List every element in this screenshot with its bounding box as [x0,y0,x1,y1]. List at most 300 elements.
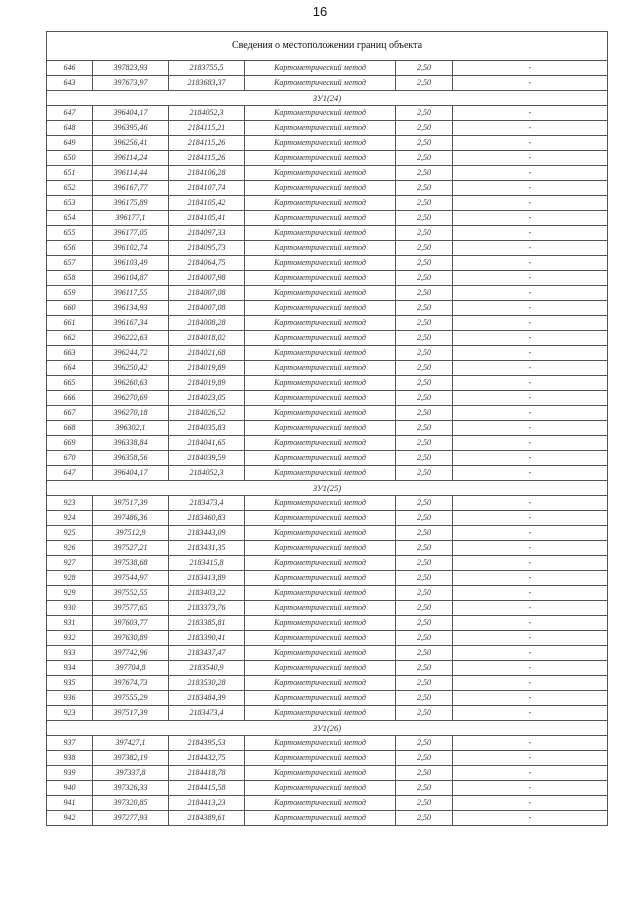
coord-x-cell: 397538,68 [93,556,169,571]
coord-y-cell: 2183755,5 [169,61,245,76]
description-cell: - [453,541,608,556]
table-row [47,196,608,211]
coord-y-cell: 2183390,41 [169,631,245,646]
method-cell: Картометрический метод [245,631,396,646]
accuracy-cell: 2,50 [396,331,453,346]
table-row [47,451,608,466]
description-cell: - [453,526,608,541]
coord-x-cell: 396177,05 [93,226,169,241]
accuracy-cell: 2,50 [396,586,453,601]
coord-y-cell: 2183473,4 [169,496,245,511]
point-number-cell: 923 [47,496,93,511]
coord-y-cell: 2184115,26 [169,136,245,151]
coord-y-cell: 2183540,9 [169,661,245,676]
description-cell: - [453,646,608,661]
description-cell: - [453,571,608,586]
section-header-row [47,481,608,496]
description-cell: - [453,181,608,196]
accuracy-cell: 2,50 [396,781,453,796]
description-cell: - [453,616,608,631]
method-cell: Картометрический метод [245,121,396,136]
table-row [47,436,608,451]
table-row [47,166,608,181]
coord-x-cell: 396114,44 [93,166,169,181]
accuracy-cell: 2,50 [396,361,453,376]
coord-x-cell: 397673,97 [93,76,169,91]
method-cell: Картометрический метод [245,286,396,301]
accuracy-cell: 2,50 [396,661,453,676]
accuracy-cell: 2,50 [396,376,453,391]
point-number-cell: 939 [47,766,93,781]
table-row [47,391,608,406]
method-cell: Картометрический метод [245,556,396,571]
coord-y-cell: 2184107,74 [169,181,245,196]
table-row [47,226,608,241]
method-cell: Картометрический метод [245,166,396,181]
method-cell: Картометрический метод [245,271,396,286]
description-cell: - [453,496,608,511]
point-number-cell: 660 [47,301,93,316]
description-cell: - [453,166,608,181]
accuracy-cell: 2,50 [396,76,453,91]
accuracy-cell: 2,50 [396,211,453,226]
coord-y-cell: 2184019,89 [169,376,245,391]
coord-x-cell: 396244,72 [93,346,169,361]
point-number-cell: 653 [47,196,93,211]
description-cell: - [453,631,608,646]
description-cell: - [453,511,608,526]
method-cell: Картометрический метод [245,691,396,706]
table-row [47,751,608,766]
table-row [47,586,608,601]
point-number-cell: 668 [47,421,93,436]
method-cell: Картометрический метод [245,331,396,346]
accuracy-cell: 2,50 [396,526,453,541]
accuracy-cell: 2,50 [396,676,453,691]
coord-y-cell: 2184021,68 [169,346,245,361]
coord-x-cell: 397704,8 [93,661,169,676]
coord-y-cell: 2184415,58 [169,781,245,796]
coord-x-cell: 396103,49 [93,256,169,271]
method-cell: Картометрический метод [245,586,396,601]
description-cell: - [453,766,608,781]
accuracy-cell: 2,50 [396,541,453,556]
accuracy-cell: 2,50 [396,166,453,181]
coord-y-cell: 2183431,35 [169,541,245,556]
coord-y-cell: 2183484,39 [169,691,245,706]
method-cell: Картометрический метод [245,301,396,316]
table-row [47,571,608,586]
accuracy-cell: 2,50 [396,226,453,241]
coord-y-cell: 2183385,81 [169,616,245,631]
method-cell: Картометрический метод [245,796,396,811]
coord-y-cell: 2184105,42 [169,196,245,211]
description-cell: - [453,301,608,316]
point-number-cell: 938 [47,751,93,766]
table-row [47,766,608,781]
coord-y-cell: 2184106,28 [169,166,245,181]
accuracy-cell: 2,50 [396,316,453,331]
accuracy-cell: 2,50 [396,106,453,121]
point-number-cell: 658 [47,271,93,286]
point-number-cell: 651 [47,166,93,181]
accuracy-cell: 2,50 [396,811,453,826]
method-cell: Картометрический метод [245,751,396,766]
description-cell: - [453,61,608,76]
description-cell: - [453,196,608,211]
point-number-cell: 662 [47,331,93,346]
method-cell: Картометрический метод [245,496,396,511]
point-number-cell: 666 [47,391,93,406]
method-cell: Картометрический метод [245,811,396,826]
table-row [47,136,608,151]
description-cell: - [453,781,608,796]
table-row [47,706,608,721]
point-number-cell: 652 [47,181,93,196]
coord-x-cell: 396177,1 [93,211,169,226]
point-number-cell: 656 [47,241,93,256]
description-cell: - [453,346,608,361]
accuracy-cell: 2,50 [396,346,453,361]
table-row [47,556,608,571]
method-cell: Картометрический метод [245,226,396,241]
point-number-cell: 936 [47,691,93,706]
accuracy-cell: 2,50 [396,286,453,301]
method-cell: Картометрический метод [245,616,396,631]
accuracy-cell: 2,50 [396,181,453,196]
description-cell: - [453,256,608,271]
table-row [47,421,608,436]
description-cell: - [453,436,608,451]
description-cell: - [453,136,608,151]
table-row [47,526,608,541]
coord-y-cell: 2184008,28 [169,316,245,331]
coord-x-cell: 397603,77 [93,616,169,631]
point-number-cell: 931 [47,616,93,631]
accuracy-cell: 2,50 [396,631,453,646]
description-cell: - [453,811,608,826]
coord-x-cell: 396404,17 [93,106,169,121]
accuracy-cell: 2,50 [396,151,453,166]
coord-x-cell: 397277,93 [93,811,169,826]
description-cell: - [453,151,608,166]
accuracy-cell: 2,50 [396,616,453,631]
description-cell: - [453,406,608,421]
accuracy-cell: 2,50 [396,121,453,136]
table-row [47,601,608,616]
coord-x-cell: 397382,19 [93,751,169,766]
coord-x-cell: 397552,55 [93,586,169,601]
table-row [47,511,608,526]
description-cell: - [453,286,608,301]
accuracy-cell: 2,50 [396,406,453,421]
table-row [47,616,608,631]
description-cell: - [453,76,608,91]
method-cell: Картометрический метод [245,241,396,256]
point-number-cell: 664 [47,361,93,376]
point-number-cell: 657 [47,256,93,271]
description-cell: - [453,226,608,241]
coord-x-cell: 396358,56 [93,451,169,466]
point-number-cell: 647 [47,466,93,481]
coord-x-cell: 396404,17 [93,466,169,481]
accuracy-cell: 2,50 [396,421,453,436]
table-title-row [47,32,608,61]
point-number-cell: 937 [47,736,93,751]
coord-y-cell: 2183403,22 [169,586,245,601]
description-cell: - [453,331,608,346]
accuracy-cell: 2,50 [396,691,453,706]
method-cell: Картометрический метод [245,361,396,376]
accuracy-cell: 2,50 [396,796,453,811]
accuracy-cell: 2,50 [396,751,453,766]
coord-y-cell: 2184041,65 [169,436,245,451]
accuracy-cell: 2,50 [396,271,453,286]
method-cell: Картометрический метод [245,376,396,391]
table-row [47,301,608,316]
method-cell: Картометрический метод [245,781,396,796]
coord-x-cell: 397517,39 [93,706,169,721]
method-cell: Картометрический метод [245,346,396,361]
point-number-cell: 925 [47,526,93,541]
coord-x-cell: 397544,97 [93,571,169,586]
point-number-cell: 926 [47,541,93,556]
coord-y-cell: 2184023,05 [169,391,245,406]
description-cell: - [453,376,608,391]
boundary-coordinates-table [46,31,608,826]
section-label: ЗУ1(26) [47,721,608,736]
coord-y-cell: 2184052,3 [169,106,245,121]
description-cell: - [453,676,608,691]
coord-y-cell: 2183413,89 [169,571,245,586]
coord-x-cell: 396270,18 [93,406,169,421]
coord-y-cell: 2184395,53 [169,736,245,751]
table-row [47,346,608,361]
coord-x-cell: 396256,41 [93,136,169,151]
point-number-cell: 661 [47,316,93,331]
section-header-row [47,91,608,106]
description-cell: - [453,751,608,766]
method-cell: Картометрический метод [245,451,396,466]
coord-y-cell: 2184418,78 [169,766,245,781]
point-number-cell: 650 [47,151,93,166]
accuracy-cell: 2,50 [396,451,453,466]
method-cell: Картометрический метод [245,526,396,541]
coord-x-cell: 396114,24 [93,151,169,166]
coord-x-cell: 397674,73 [93,676,169,691]
accuracy-cell: 2,50 [396,466,453,481]
table-row [47,61,608,76]
coord-y-cell: 2183473,4 [169,706,245,721]
accuracy-cell: 2,50 [396,646,453,661]
table-row [47,781,608,796]
accuracy-cell: 2,50 [396,241,453,256]
point-number-cell: 930 [47,601,93,616]
coord-y-cell: 2184432,75 [169,751,245,766]
accuracy-cell: 2,50 [396,766,453,781]
table-row [47,181,608,196]
method-cell: Картометрический метод [245,436,396,451]
method-cell: Картометрический метод [245,571,396,586]
coord-y-cell: 2183373,76 [169,601,245,616]
section-label: ЗУ1(25) [47,481,608,496]
method-cell: Картометрический метод [245,466,396,481]
table-row [47,361,608,376]
point-number-cell: 647 [47,106,93,121]
description-cell: - [453,391,608,406]
point-number-cell: 924 [47,511,93,526]
coord-y-cell: 2184095,73 [169,241,245,256]
description-cell: - [453,316,608,331]
coord-y-cell: 2184413,23 [169,796,245,811]
method-cell: Картометрический метод [245,661,396,676]
point-number-cell: 923 [47,706,93,721]
description-cell: - [453,451,608,466]
coord-y-cell: 2184115,21 [169,121,245,136]
table-row [47,406,608,421]
accuracy-cell: 2,50 [396,706,453,721]
point-number-cell: 670 [47,451,93,466]
point-number-cell: 669 [47,436,93,451]
coord-x-cell: 397577,65 [93,601,169,616]
table-row [47,646,608,661]
point-number-cell: 932 [47,631,93,646]
method-cell: Картометрический метод [245,106,396,121]
accuracy-cell: 2,50 [396,61,453,76]
table-row [47,691,608,706]
coord-x-cell: 397517,39 [93,496,169,511]
point-number-cell: 646 [47,61,93,76]
accuracy-cell: 2,50 [396,436,453,451]
method-cell: Картометрический метод [245,181,396,196]
method-cell: Картометрический метод [245,406,396,421]
accuracy-cell: 2,50 [396,196,453,211]
point-number-cell: 928 [47,571,93,586]
description-cell: - [453,361,608,376]
accuracy-cell: 2,50 [396,301,453,316]
method-cell: Картометрический метод [245,316,396,331]
method-cell: Картометрический метод [245,256,396,271]
table-row [47,286,608,301]
point-number-cell: 659 [47,286,93,301]
method-cell: Картометрический метод [245,61,396,76]
coord-x-cell: 396117,55 [93,286,169,301]
table-row [47,541,608,556]
coord-y-cell: 2183460,83 [169,511,245,526]
description-cell: - [453,241,608,256]
point-number-cell: 927 [47,556,93,571]
section-label: ЗУ1(24) [47,91,608,106]
description-cell: - [453,796,608,811]
accuracy-cell: 2,50 [396,571,453,586]
coord-x-cell: 396104,87 [93,271,169,286]
accuracy-cell: 2,50 [396,601,453,616]
coord-x-cell: 397326,33 [93,781,169,796]
method-cell: Картометрический метод [245,511,396,526]
table-row [47,151,608,166]
coord-y-cell: 2184018,02 [169,331,245,346]
point-number-cell: 933 [47,646,93,661]
table-row [47,736,608,751]
coord-x-cell: 396250,42 [93,361,169,376]
point-number-cell: 940 [47,781,93,796]
method-cell: Картометрический метод [245,196,396,211]
accuracy-cell: 2,50 [396,556,453,571]
coord-x-cell: 396338,84 [93,436,169,451]
coord-y-cell: 2184035,83 [169,421,245,436]
coord-x-cell: 397486,36 [93,511,169,526]
description-cell: - [453,601,608,616]
point-number-cell: 655 [47,226,93,241]
accuracy-cell: 2,50 [396,256,453,271]
coord-x-cell: 396302,1 [93,421,169,436]
table-row [47,211,608,226]
coord-x-cell: 397555,29 [93,691,169,706]
page-number: 16 [312,4,328,19]
method-cell: Картометрический метод [245,136,396,151]
description-cell: - [453,106,608,121]
coord-x-cell: 396134,93 [93,301,169,316]
accuracy-cell: 2,50 [396,736,453,751]
description-cell: - [453,271,608,286]
point-number-cell: 942 [47,811,93,826]
description-cell: - [453,736,608,751]
table-row [47,241,608,256]
description-cell: - [453,211,608,226]
accuracy-cell: 2,50 [396,136,453,151]
point-number-cell: 649 [47,136,93,151]
coord-y-cell: 2183415,8 [169,556,245,571]
coord-y-cell: 2184064,75 [169,256,245,271]
coord-y-cell: 2183683,37 [169,76,245,91]
table-title: Сведения о местоположении границ объекта [47,32,608,61]
coord-y-cell: 2184115,26 [169,151,245,166]
coord-x-cell: 397742,96 [93,646,169,661]
table-row [47,811,608,826]
coord-y-cell: 2183530,28 [169,676,245,691]
table-row [47,316,608,331]
coord-x-cell: 396167,34 [93,316,169,331]
coord-x-cell: 397427,1 [93,736,169,751]
table-row [47,796,608,811]
accuracy-cell: 2,50 [396,391,453,406]
table-row [47,676,608,691]
description-cell: - [453,706,608,721]
point-number-cell: 935 [47,676,93,691]
table-row [47,466,608,481]
accuracy-cell: 2,50 [396,511,453,526]
coord-x-cell: 397527,21 [93,541,169,556]
method-cell: Картометрический метод [245,76,396,91]
point-number-cell: 941 [47,796,93,811]
table-row [47,376,608,391]
coord-x-cell: 396167,77 [93,181,169,196]
description-cell: - [453,421,608,436]
table-row [47,496,608,511]
description-cell: - [453,661,608,676]
method-cell: Картометрический метод [245,601,396,616]
method-cell: Картометрический метод [245,736,396,751]
point-number-cell: 648 [47,121,93,136]
coord-y-cell: 2184007,98 [169,271,245,286]
description-cell: - [453,586,608,601]
coord-x-cell: 396222,63 [93,331,169,346]
coord-y-cell: 2184052,3 [169,466,245,481]
method-cell: Картометрический метод [245,421,396,436]
coord-y-cell: 2184019,89 [169,361,245,376]
method-cell: Картометрический метод [245,541,396,556]
method-cell: Картометрический метод [245,646,396,661]
